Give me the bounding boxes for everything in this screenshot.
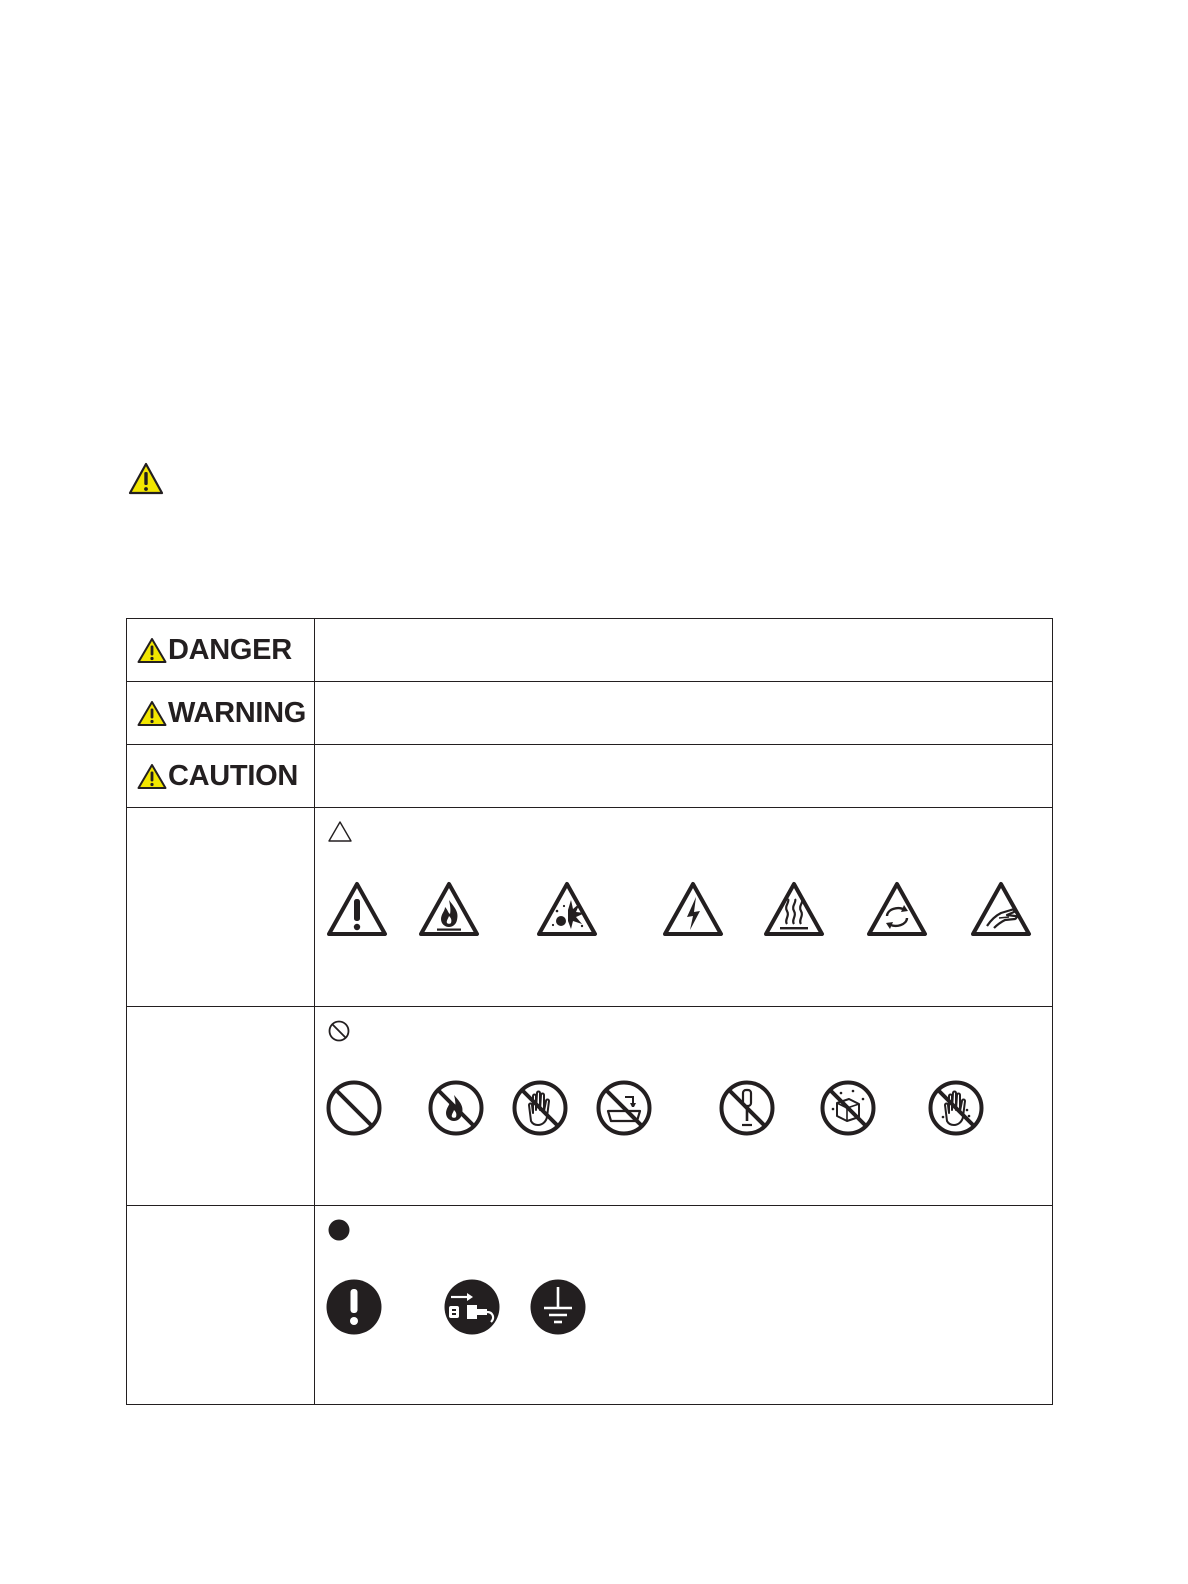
safety-symbol-table <box>126 618 1053 1405</box>
caution-signal-word: CAUTION <box>168 759 299 792</box>
mandatory-symbols-label-cell <box>127 1206 315 1405</box>
caution-description-cell <box>315 745 1053 808</box>
caution-row <box>127 745 1053 808</box>
ground-connection-icon <box>529 1278 587 1336</box>
danger-row <box>127 619 1053 682</box>
prohibition-circle-icon <box>327 1019 351 1043</box>
no-wet-hands-icon <box>927 1079 985 1137</box>
prohibition-symbols-row <box>127 1007 1053 1206</box>
danger-description-cell <box>315 619 1053 682</box>
electric-shock-caution-icon <box>661 880 725 938</box>
warning-label-cell <box>127 682 315 745</box>
danger-label <box>127 619 314 681</box>
caution-triangle-icon <box>128 462 164 496</box>
warning-row <box>127 682 1053 745</box>
do-not-touch-icon <box>511 1079 569 1137</box>
rotating-parts-caution-icon <box>865 880 929 938</box>
caution-label-cell <box>127 745 315 808</box>
filled-circle-icon <box>327 1218 351 1242</box>
pinch-hazard-caution-icon <box>969 880 1033 938</box>
fire-caution-icon <box>417 880 481 938</box>
hot-surface-caution-icon <box>762 880 826 938</box>
general-caution-icon <box>325 880 389 938</box>
warning-triangle-icon <box>137 763 167 790</box>
unplug-power-icon <box>443 1278 501 1336</box>
do-not-get-wet-icon <box>819 1079 877 1137</box>
no-bathroom-use-icon <box>595 1079 653 1137</box>
explosion-caution-icon <box>535 880 599 938</box>
caution-label <box>127 745 314 807</box>
caution-symbols-cell <box>315 808 1053 1007</box>
outline-triangle-icon <box>327 820 353 844</box>
warning-label <box>127 682 314 744</box>
warning-description-cell <box>315 682 1053 745</box>
caution-symbols-row <box>127 808 1053 1007</box>
mandatory-symbols-row <box>127 1206 1053 1405</box>
caution-symbols-label-cell <box>127 808 315 1007</box>
prohibition-symbols-label-cell <box>127 1007 315 1206</box>
do-not-disassemble-icon <box>718 1079 776 1137</box>
prohibition-symbols-cell <box>315 1007 1053 1206</box>
warning-signal-word: WARNING <box>168 696 307 729</box>
danger-signal-word: DANGER <box>168 633 292 666</box>
no-fire-icon <box>427 1079 485 1137</box>
mandatory-symbols-cell <box>315 1206 1053 1405</box>
warning-triangle-icon <box>137 700 167 727</box>
general-prohibition-icon <box>325 1079 383 1137</box>
danger-label-cell <box>127 619 315 682</box>
warning-triangle-icon <box>137 637 167 664</box>
general-instruction-icon <box>325 1278 383 1336</box>
